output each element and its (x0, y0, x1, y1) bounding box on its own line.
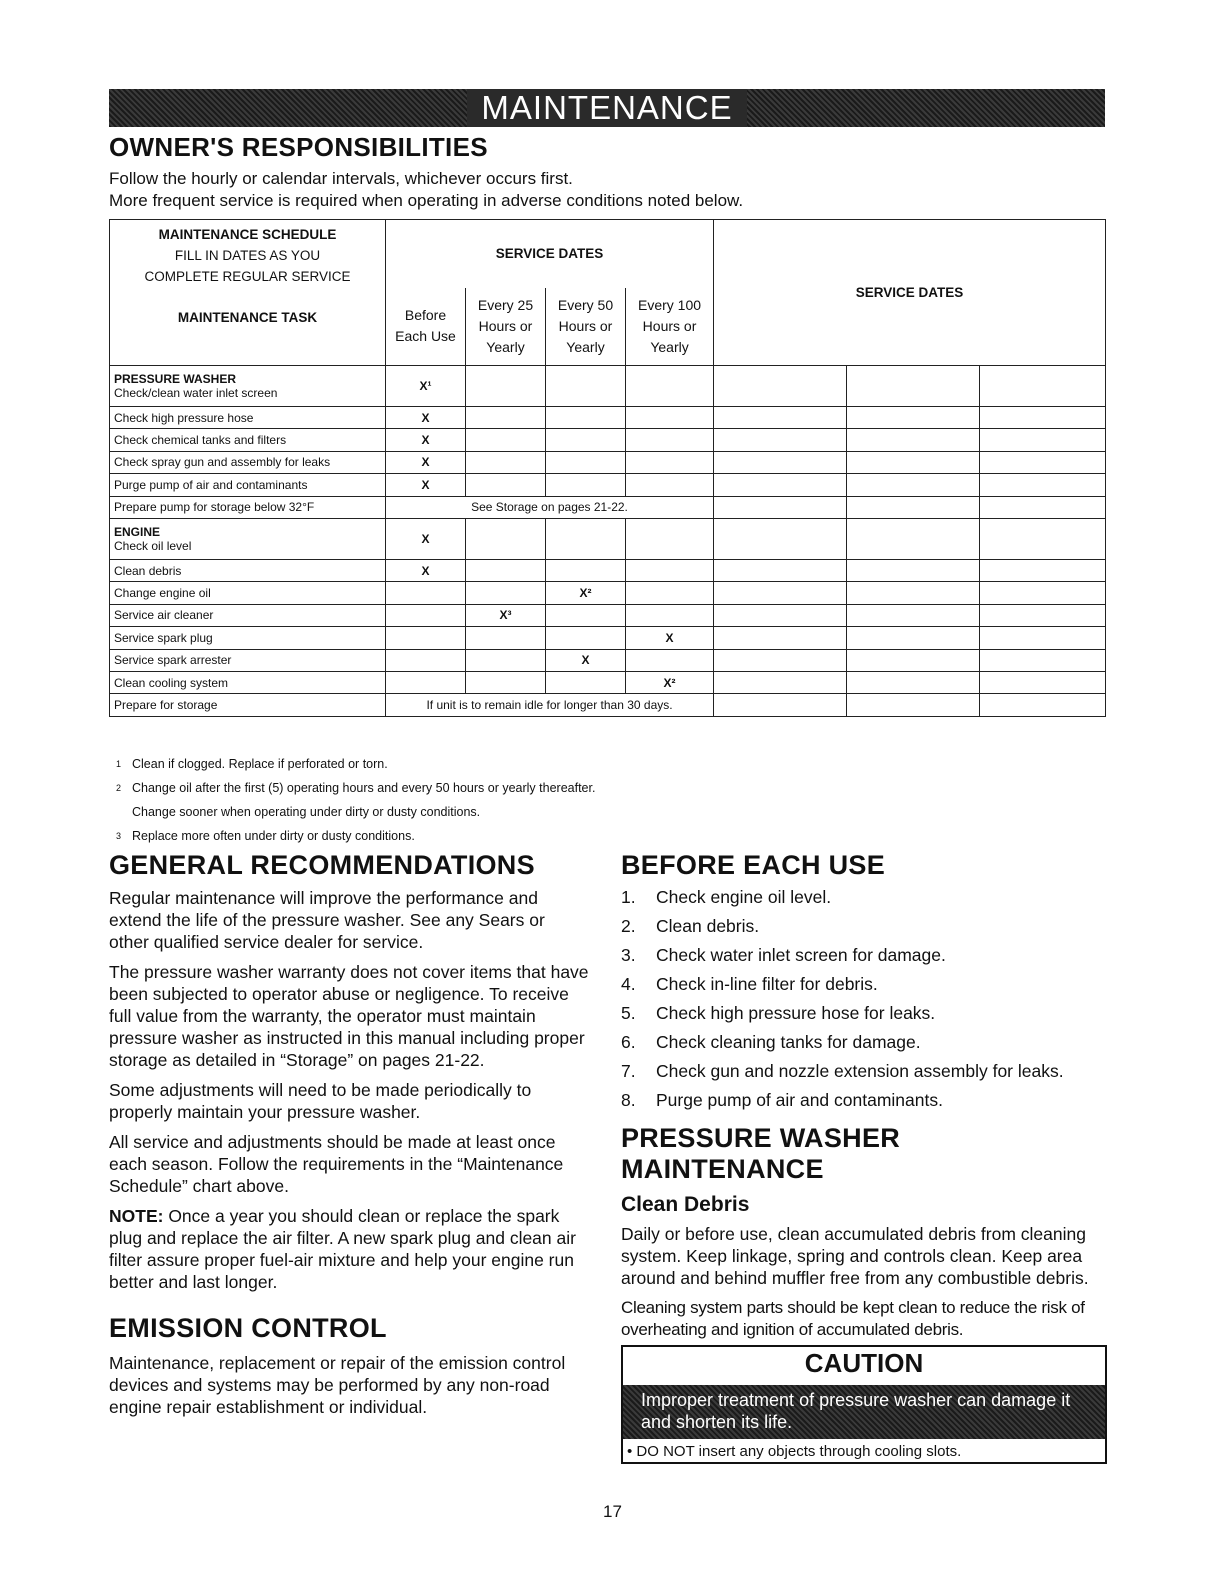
service-date-cell (980, 429, 1106, 451)
service-date-cell (980, 451, 1106, 473)
service-date-cell (714, 559, 847, 581)
service-date-cell (714, 649, 847, 671)
service-date-cell (714, 407, 847, 429)
cell-before: X (386, 451, 466, 473)
task-label: Clean debris (110, 559, 386, 581)
right-column (621, 850, 1105, 1341)
schedule-footnotes (116, 752, 595, 848)
footnote-text: Replace more often under dirty or dusty conditions. (132, 829, 415, 843)
cell-50 (546, 451, 626, 473)
cell-before: X (386, 559, 466, 581)
list-item (621, 1028, 1105, 1057)
service-date-cell (847, 496, 980, 518)
service-date-cell (847, 604, 980, 626)
banner-title: MAINTENANCE (467, 89, 746, 127)
service-date-cell (714, 429, 847, 451)
cell-100 (626, 604, 714, 626)
item-number: 7. (621, 1061, 636, 1081)
service-date-cell (847, 649, 980, 671)
list-item (621, 970, 1105, 999)
service-date-cell (847, 627, 980, 649)
service-date-cell (980, 694, 1106, 716)
item-text: Check water inlet screen for damage. (656, 945, 946, 965)
service-date-cell (847, 694, 980, 716)
emission-text: Maintenance, replacement or repair of the emission control devices and systems may be performed by any non-road engine repair establishment or individual. (109, 1353, 566, 1417)
service-date-cell (847, 407, 980, 429)
cell-100 (626, 407, 714, 429)
service-date-cell (847, 671, 980, 693)
task-label: Check chemical tanks and filters (110, 429, 386, 451)
footnote-text: Clean if clogged. Replace if perforated or torn. (132, 757, 388, 771)
cell-25 (466, 518, 546, 559)
cell-100 (626, 582, 714, 604)
general-p4: All service and adjustments should be made at least once each season. Follow the requirements in the “Maintenance Schedule” chart above. (109, 1132, 564, 1196)
item-number: 3. (621, 945, 636, 965)
item-number: 8. (621, 1090, 636, 1110)
footnote-mark: 2 (116, 783, 122, 793)
task-cell (110, 518, 386, 559)
caution-box (621, 1345, 1107, 1464)
service-date-cell (847, 582, 980, 604)
cell-25 (466, 474, 546, 496)
cell-25 (466, 451, 546, 473)
cell-25 (466, 559, 546, 581)
cell-25 (466, 627, 546, 649)
item-number: 4. (621, 974, 636, 994)
cell-25 (466, 429, 546, 451)
cell-100: X² (626, 671, 714, 693)
schedule-header-line3: COMPLETE REGULAR SERVICE (144, 269, 351, 284)
service-date-cell (714, 451, 847, 473)
cell-before: X (386, 407, 466, 429)
list-item (621, 1086, 1105, 1115)
task-label: Change engine oil (110, 582, 386, 604)
service-date-cell (980, 518, 1106, 559)
task-label: Check high pressure hose (110, 407, 386, 429)
service-date-cell (847, 451, 980, 473)
cell-100 (626, 429, 714, 451)
cell-before (386, 582, 466, 604)
pressure-washer-maintenance-heading: PRESSURE WASHER MAINTENANCE (621, 1123, 901, 1184)
cell-50 (546, 474, 626, 496)
cell-50 (546, 518, 626, 559)
footnote-text: Change oil after the first (5) operating hours and every 50 hours or yearly thereafter. (132, 781, 596, 795)
task-label: Check spray gun and assembly for leaks (110, 451, 386, 473)
cell-25 (466, 366, 546, 407)
service-date-cell (714, 518, 847, 559)
col-every-100: Every 100 Hours or Yearly (626, 288, 714, 366)
owner-intro (109, 168, 743, 212)
task-label: Service spark arrester (110, 649, 386, 671)
service-date-cell (714, 582, 847, 604)
caution-warning: Improper treatment of pressure washer can damage it and shorten its life. (623, 1385, 1105, 1439)
service-date-cell (714, 694, 847, 716)
owner-intro-line2: More frequent service is required when operating in adverse conditions noted below. (109, 191, 744, 210)
footnote (116, 824, 595, 848)
col-before-each-use: Before Each Use (386, 288, 466, 366)
general-note (109, 1205, 589, 1293)
service-date-cell (980, 474, 1106, 496)
service-date-cell (980, 559, 1106, 581)
cell-before: X (386, 518, 466, 559)
service-date-cell (847, 366, 980, 407)
general-p2: The pressure washer warranty does not cover items that have been subjected to operator abuse or negligence. To receive full value from the warranty, the operator must maintain pressure washer as instructed in this manual including proper storage as detailed in “Storage” on pages 21-22. (109, 962, 589, 1070)
clean-debris-subheading: Clean Debris (621, 1193, 750, 1216)
list-item (621, 999, 1105, 1028)
schedule-header-cell (110, 220, 386, 366)
cell-50 (546, 559, 626, 581)
item-text: Check engine oil level. (656, 887, 832, 907)
service-date-cell (847, 474, 980, 496)
before-each-use-list (621, 883, 1105, 1115)
emission-control-heading: EMISSION CONTROL (109, 1313, 387, 1343)
cell-before: X¹ (386, 366, 466, 407)
col-every-25: Every 25 Hours or Yearly (466, 288, 546, 366)
service-date-cell (714, 474, 847, 496)
list-item (621, 1057, 1105, 1086)
cell-before (386, 604, 466, 626)
cell-25 (466, 649, 546, 671)
service-date-cell (980, 582, 1106, 604)
task-label: Purge pump of air and contaminants (110, 474, 386, 496)
service-date-cell (980, 366, 1106, 407)
note-label: NOTE: (109, 1206, 164, 1226)
idle-note: If unit is to remain idle for longer than 30 days. (386, 694, 714, 716)
service-date-cell (980, 627, 1106, 649)
maintenance-task-header: MAINTENANCE TASK (177, 310, 318, 325)
clean-debris-p1: Daily or before use, clean accumulated debris from cleaning system. Keep linkage, spring and controls clean. Keep area around and behind muffler free from any combustible debris. (621, 1224, 1089, 1288)
service-dates-header: SERVICE DATES (386, 220, 714, 288)
task-label: Prepare pump for storage below 32°F (110, 496, 386, 518)
schedule-header-title: MAINTENANCE SCHEDULE (158, 227, 337, 242)
cell-100 (626, 518, 714, 559)
cell-100 (626, 474, 714, 496)
footnote (116, 776, 595, 800)
cell-before: X (386, 429, 466, 451)
item-number: 2. (621, 916, 636, 936)
caution-bullet: • DO NOT insert any objects through cooling slots. (627, 1443, 962, 1460)
owner-intro-line1: Follow the hourly or calendar intervals, whichever occurs first. (109, 169, 573, 188)
page-number: 17 (603, 1502, 622, 1521)
item-text: Check in-line filter for debris. (656, 974, 878, 994)
before-each-use-heading: BEFORE EACH USE (621, 850, 886, 880)
cell-50: X² (546, 582, 626, 604)
general-p3: Some adjustments will need to be made periodically to properly maintain your pressure washer. (109, 1080, 532, 1122)
cell-before (386, 671, 466, 693)
cell-before (386, 627, 466, 649)
list-item (621, 883, 1105, 912)
maintenance-schedule-table (109, 219, 1106, 717)
service-date-cell (980, 649, 1106, 671)
cell-25 (466, 582, 546, 604)
footnote-mark: 3 (116, 831, 122, 841)
list-item (621, 941, 1105, 970)
service-date-cell (714, 671, 847, 693)
service-date-cell (980, 407, 1106, 429)
cell-50 (546, 407, 626, 429)
service-date-cell (714, 604, 847, 626)
task-label: Check oil level (114, 538, 192, 553)
pressure-washer-section: PRESSURE WASHER (114, 372, 237, 386)
service-dates-header-right: SERVICE DATES (714, 220, 1106, 366)
cell-100 (626, 559, 714, 581)
service-date-cell (980, 496, 1106, 518)
cell-50 (546, 671, 626, 693)
note-text: Once a year you should clean or replace the spark plug and replace the air filter. A new spark plug and clean air filter assure proper fuel-air mixture and help your engine run better and last longer. (109, 1206, 576, 1292)
general-recommendations-heading: GENERAL RECOMMENDATIONS (109, 850, 535, 880)
item-number: 5. (621, 1003, 636, 1023)
list-item (621, 912, 1105, 941)
footnote-text: Change sooner when operating under dirty or dusty conditions. (132, 805, 481, 819)
cell-before (386, 649, 466, 671)
cell-100: X (626, 627, 714, 649)
cell-50 (546, 366, 626, 407)
task-label: Prepare for storage (110, 694, 386, 716)
left-column (109, 850, 589, 1418)
service-date-cell (714, 627, 847, 649)
cell-25 (466, 671, 546, 693)
task-label: Service spark plug (110, 627, 386, 649)
schedule-header-line2: FILL IN DATES AS YOU (174, 248, 321, 263)
service-date-cell (980, 604, 1106, 626)
clean-debris-p2: Cleaning system parts should be kept clean to reduce the risk of overheating and ignition of accumulated debris. (621, 1298, 1085, 1339)
caution-title: CAUTION (804, 1348, 924, 1378)
item-text: Purge pump of air and contaminants. (656, 1090, 943, 1110)
service-date-cell (847, 429, 980, 451)
col-every-50: Every 50 Hours or Yearly (546, 288, 626, 366)
item-text: Check gun and nozzle extension assembly for leaks. (656, 1061, 1064, 1081)
footnote-mark (116, 800, 132, 824)
item-text: Check cleaning tanks for damage. (656, 1032, 921, 1052)
service-date-cell (847, 559, 980, 581)
cell-100 (626, 649, 714, 671)
task-label: Clean cooling system (110, 671, 386, 693)
owners-responsibilities-heading: OWNER'S RESPONSIBILITIES (109, 132, 488, 162)
footnote (116, 800, 595, 824)
item-number: 6. (621, 1032, 636, 1052)
task-label: Check/clean water inlet screen (114, 386, 278, 400)
item-text: Check high pressure hose for leaks. (656, 1003, 936, 1023)
cell-100 (626, 366, 714, 407)
cell-25: X³ (466, 604, 546, 626)
footnote-mark: 1 (116, 759, 122, 769)
cell-50 (546, 627, 626, 649)
engine-section: ENGINE (114, 524, 161, 539)
footnote (116, 752, 595, 776)
item-text: Clean debris. (656, 916, 760, 936)
task-label: Service air cleaner (110, 604, 386, 626)
task-cell (110, 366, 386, 407)
item-number: 1. (621, 887, 636, 907)
service-date-cell (714, 496, 847, 518)
general-p1: Regular maintenance will improve the performance and extend the life of the pressure washer. See any Sears or other qualified service dealer for service. (109, 888, 545, 952)
service-date-cell (980, 671, 1106, 693)
service-date-cell (714, 366, 847, 407)
cell-50: X (546, 649, 626, 671)
maintenance-banner (109, 89, 1105, 127)
service-date-cell (847, 518, 980, 559)
cell-25 (466, 407, 546, 429)
cell-100 (626, 451, 714, 473)
cell-before: X (386, 474, 466, 496)
cell-50 (546, 604, 626, 626)
cell-50 (546, 429, 626, 451)
storage-note: See Storage on pages 21-22. (386, 496, 714, 518)
